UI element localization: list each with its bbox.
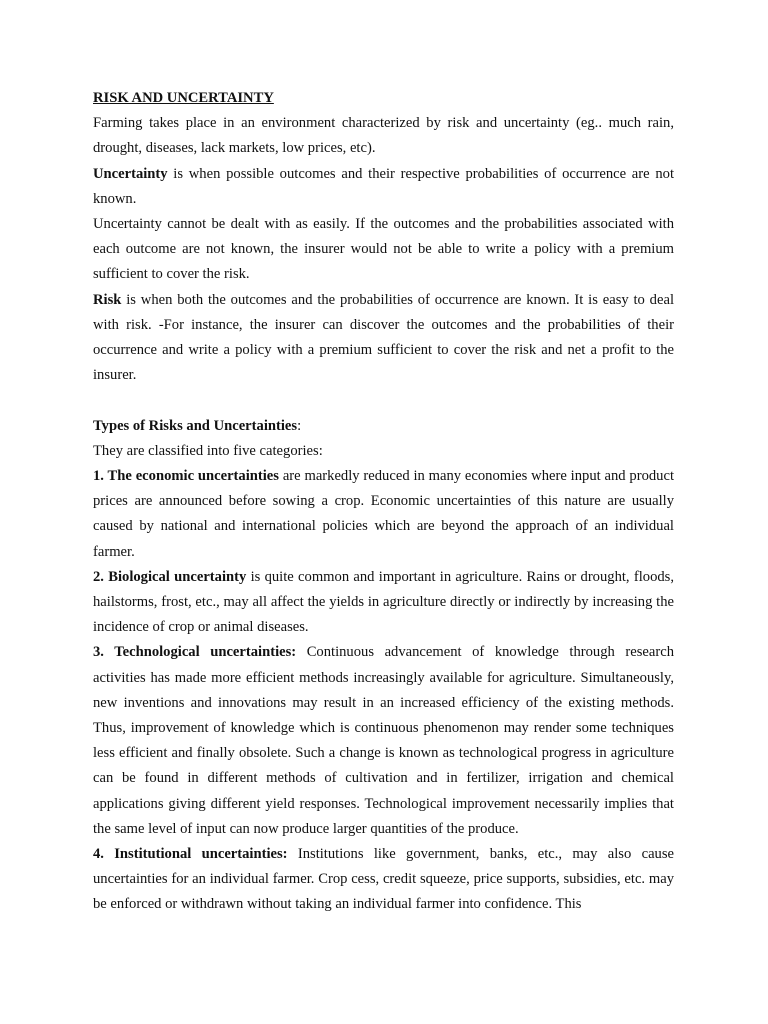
risk-definition-text: is when both the outcomes and the probabilities of occurrence are known. It is easy to deal with risk. -For instance, the insurer can discover the outcomes and the probabilities of their occurrence and write a policy with a premium sufficient to cover the risk and net a profit to the insurer.: [93, 291, 674, 384]
types-heading-colon: :: [297, 417, 302, 434]
risk-term: Risk: [93, 291, 122, 308]
list-item-label: 2. Biological uncertainty: [93, 568, 247, 585]
types-heading-label: Types of Risks and Uncertainties: [93, 417, 298, 434]
list-item-institutional: [93, 842, 674, 918]
intro-paragraph: Farming takes place in an environment characterized by risk and uncertainty (eg.. much rain, drought, diseases, lack markets, low prices, etc).: [93, 115, 674, 157]
list-item-label: 1. The economic uncertainties: [93, 468, 279, 485]
list-item-label: 4. Institutional uncertainties:: [93, 846, 288, 863]
document-page: [93, 86, 674, 918]
list-item-text: are markedly reduced in many economies where input and product prices are announced before sowing a crop. Economic uncertainties of this nature are usually caused by national and international policies which are beyond the approach of an individual farmer.: [93, 468, 675, 560]
types-intro: They are classified into five categories:: [93, 442, 323, 459]
list-item-text: Continuous advancement of knowledge through research activities has made more efficient methods increasingly available for agriculture. Simultaneously, new inventions and innovations may result in an increased efficiency of the existing methods. Thus, improvement of knowledge which is continuous phenomenon may render some techniques less efficient and finally obsolete. Such a change is known as technological progress in agriculture can be found in different methods of cultivation and in fertilizer, irrigation and chemical applications giving different yield responses. Technological improvement necessarily implies that the same level of input can now produce larger quantities of the produce.: [93, 644, 674, 837]
uncertainty-term: Uncertainty: [93, 165, 168, 182]
list-item-technological: [93, 640, 674, 842]
uncertainty-definition: [93, 162, 674, 212]
document-title: RISK AND UNCERTAINTY: [93, 90, 274, 106]
list-item-label: 3. Technological uncertainties:: [93, 644, 297, 661]
uncertainty-definition-text: is when possible outcomes and their respective probabilities of occurrence are not known.: [93, 165, 674, 207]
list-item-economic: [93, 464, 674, 565]
list-item-biological: [93, 565, 674, 641]
risk-definition: [93, 288, 674, 389]
list-item-text: Institutions like government, banks, etc., may also cause uncertainties for an individual farmer. Crop cess, credit squeeze, price supports, subsidies, etc. may be enforced or withdrawn without taking an individual farmer into confidence. This: [93, 846, 674, 913]
types-heading: [93, 414, 674, 439]
paragraph-gap: [93, 388, 674, 413]
uncertainty-detail-paragraph: Uncertainty cannot be dealt with as easily. If the outcomes and the probabilities associated with each outcome are not known, the insurer would not be able to write a policy with a premium sufficient to cover the risk.: [93, 216, 674, 283]
list-item-text: is quite common and important in agriculture. Rains or drought, floods, hailstorms, frost, etc., may all affect the yields in agriculture directly or indirectly by increasing the incidence of crop or animal diseases.: [93, 568, 674, 636]
